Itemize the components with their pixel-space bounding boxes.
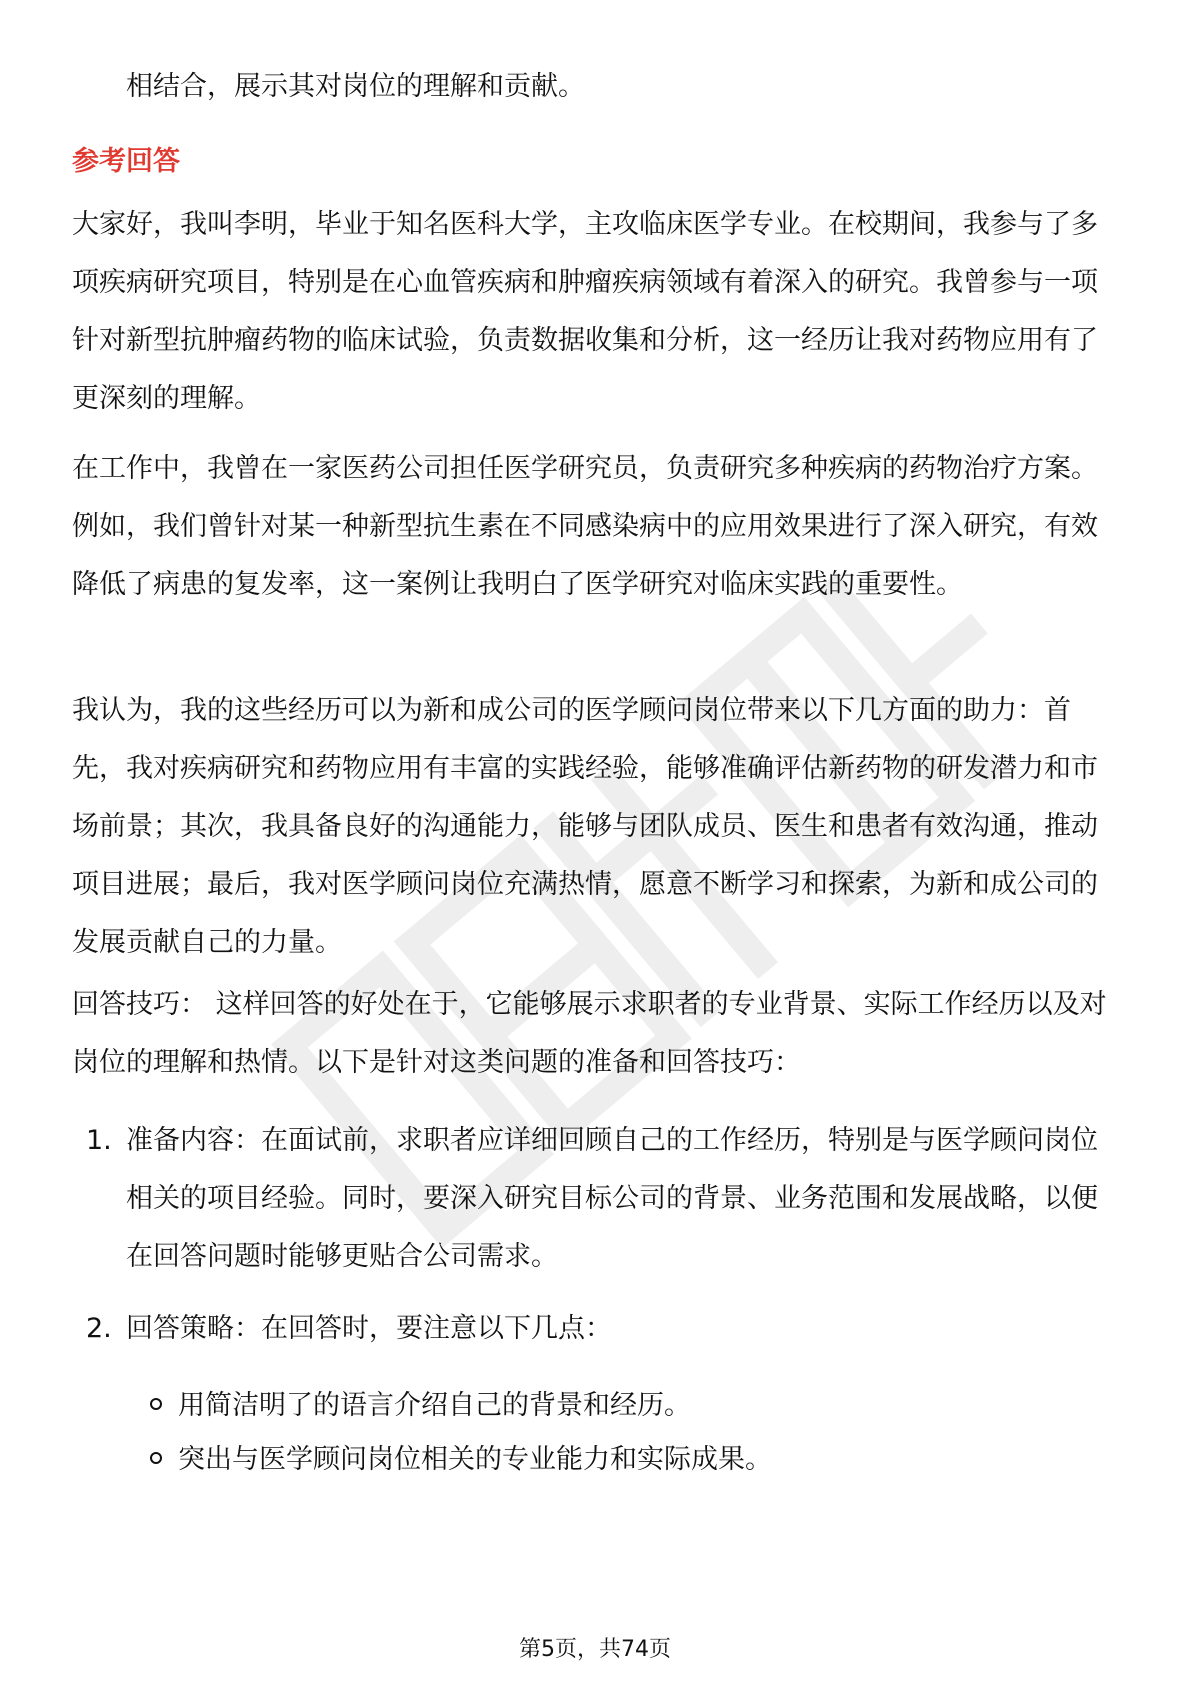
list-number: 2. (86, 1313, 112, 1344)
circle-bullet-icon (150, 1398, 162, 1410)
paragraph-work: 在工作中，我曾在一家医药公司担任医学研究员，负责研究多种疾病的药物治疗方案。例如，我们曾针对某一种新型抗生素在不同感染病中的应用效果进行了深入研究，有效降低了病患的复发率，这一案例让我明白了医学研究对临床实践的重要性。 (72, 453, 1098, 600)
list-item-text: 回答策略：在回答时，要注意以下几点： (126, 1313, 612, 1344)
section-heading: 参考回答 (72, 146, 180, 177)
page-number-footer: 第5页，共74页 (519, 1637, 671, 1662)
paragraph-intro: 大家好，我叫李明，毕业于知名医科大学，主攻临床医学专业。在校期间，我参与了多项疾病研究项目，特别是在心血管疾病和肿瘤疾病领域有着深入的研究。我曾参与一项针对新型抗肿瘤药物的临床试验，负责数据收集和分析，这一经历让我对药物应用有了更深刻的理解。 (72, 209, 1098, 414)
sub-list-item-text: 用简洁明了的语言介绍自己的背景和经历。 (178, 1390, 691, 1421)
intro-continuation-text: 相结合，展示其对岗位的理解和贡献。 (126, 71, 585, 102)
paragraph-contribution: 我认为，我的这些经历可以为新和成公司的医学顾问岗位带来以下几方面的助力：首先，我对疾病研究和药物应用有丰富的实践经验，能够准确评估新药物的研发潜力和市场前景；其次，我具备良好的沟通能力，能够与团队成员、医生和患者有效沟通，推动项目进展；最后，我对医学顾问岗位充满热情，愿意不断学习和探索，为新和成公司的发展贡献自己的力量。 (72, 695, 1098, 958)
list-item-text: 准备内容：在面试前，求职者应详细回顾自己的工作经历，特别是与医学顾问岗位相关的项目经验。同时，要深入研究目标公司的背景、业务范围和发展战略，以便在回答问题时能够更贴合公司需求。 (126, 1125, 1098, 1272)
paragraph-tips: 回答技巧： 这样回答的好处在于，它能够展示求职者的专业背景、实际工作经历以及对岗位的理解和热情。以下是针对这类问题的准备和回答技巧： (72, 989, 1107, 1078)
list-number: 1. (86, 1125, 112, 1156)
circle-bullet-icon (150, 1452, 162, 1464)
sub-list-item-text: 突出与医学顾问岗位相关的专业能力和实际成果。 (178, 1444, 772, 1475)
